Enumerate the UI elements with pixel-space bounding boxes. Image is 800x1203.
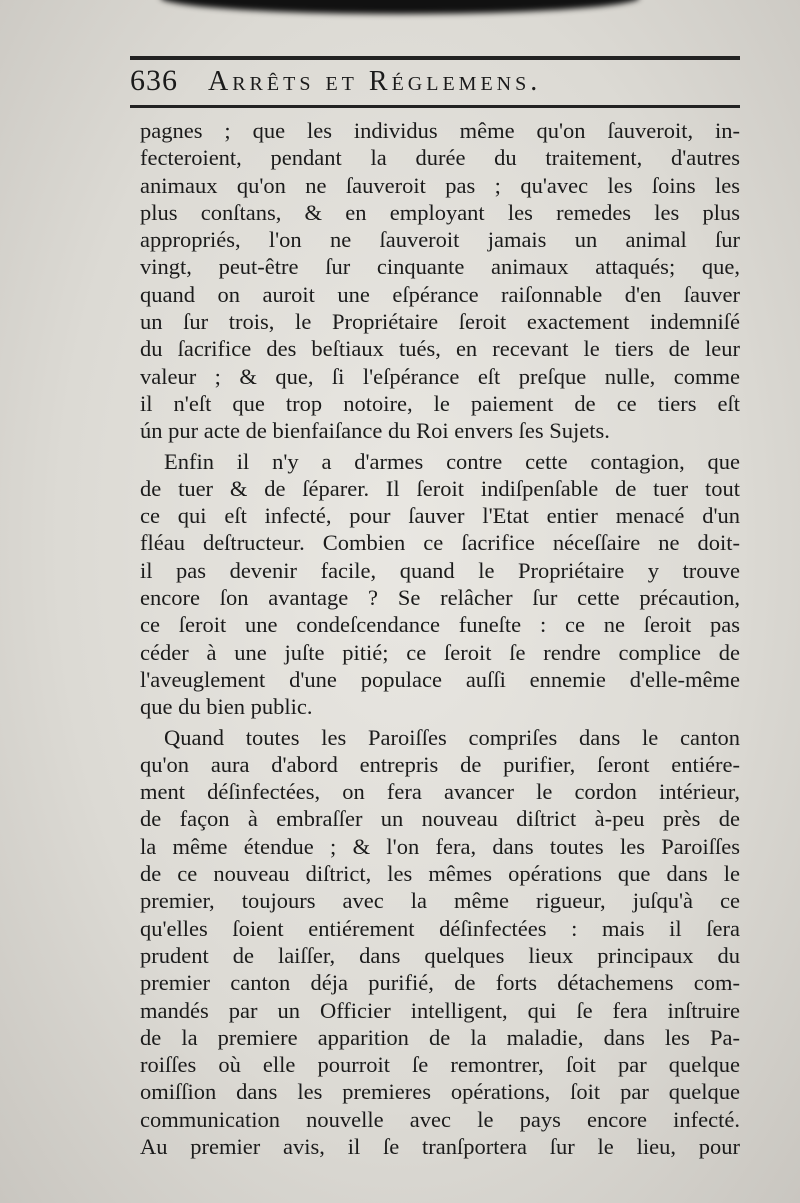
text-line: il pas devenir facile, quand le Propriétaire y trouve	[140, 557, 740, 583]
text-line: omiſſion dans les premieres opérations, ſoit par quelque	[140, 1079, 740, 1105]
text-line: fecteroient, pendant la durée du traitement, d'autres	[140, 145, 740, 171]
text-line: de façon à embraſſer un nouveau diſtrict à-peu près de	[140, 806, 740, 832]
text-line: que du bien public.	[140, 694, 313, 720]
text-line: animaux qu'on ne ſauveroit pas ; qu'avec les ſoins les	[140, 172, 740, 198]
text-line: communication nouvelle avec le pays encore infecté.	[140, 1106, 740, 1132]
text-line: Quand toutes les Paroiſſes compriſes dans le canton	[164, 724, 740, 750]
text-line: Au premier avis, il ſe tranſportera ſur le lieu, pour	[140, 1133, 740, 1159]
text-line: valeur ; & que, ſi l'eſpérance eſt preſque nulle, comme	[140, 363, 740, 389]
text-line: ce qui eſt infecté, pour ſauver l'Etat entier menacé d'un	[140, 503, 740, 529]
text-line: encore ſon avantage ? Se relâcher ſur cette précaution,	[140, 585, 740, 611]
page-number: 636	[130, 64, 178, 97]
text-line: de ce nouveau diſtrict, les mêmes opérations que dans le	[140, 861, 740, 887]
header-rule-top	[130, 56, 740, 60]
text-line: du ſacrifice des beſtiaux tués, en recevant le tiers de leur	[140, 336, 740, 362]
page-header	[130, 64, 740, 100]
text-line: appropriés, l'on ne ſauveroit jamais un animal ſur	[140, 227, 740, 253]
text-line: de la premiere apparition de la maladie, dans les Pa-	[140, 1024, 740, 1050]
text-line: ment déſinfectées, on fera avancer le cordon intérieur,	[140, 779, 740, 805]
text-line: plus conſtans, & en employant les remedes les plus	[140, 199, 740, 225]
text-line: Enfin il n'y a d'armes contre cette contagion, que	[164, 448, 740, 474]
paragraph	[140, 724, 740, 1161]
text-line: premier, toujours avec la même rigueur, juſqu'à ce	[140, 888, 740, 914]
header-rule-bottom	[130, 105, 740, 108]
text-line: ún pur acte de bienfaiſance du Roi envers ſes Sujets.	[140, 418, 610, 444]
binding-shadow	[160, 0, 640, 14]
text-line: l'aveuglement d'une populace auſſi ennemie d'elle-même	[140, 666, 740, 692]
text-line: roiſſes où elle pourroit ſe remontrer, ſoit par quelque	[140, 1052, 740, 1078]
text-line: pagnes ; que les individus même qu'on ſauveroit, in-	[140, 118, 740, 143]
text-line: qu'on aura d'abord entrepris de purifier, ſeront entiére-	[140, 751, 740, 777]
body-text	[140, 117, 740, 1163]
text-line: ce ſeroit une condeſcendance funeſte : ce ne ſeroit pas	[140, 612, 740, 638]
text-line: quand on auroit une eſpérance raiſonnable d'en ſauver	[140, 281, 740, 307]
text-line: vingt, peut-être ſur cinquante animaux attaqués; que,	[140, 254, 740, 280]
running-title: Arrêts et Réglemens.	[208, 66, 542, 97]
paragraph	[140, 117, 740, 445]
text-line: la même étendue ; & l'on fera, dans toutes les Paroiſſes	[140, 833, 740, 859]
text-line: il n'eſt que trop notoire, le paiement de ce tiers eſt	[140, 390, 740, 416]
text-line: céder à une juſte pitié; ce ſeroit ſe rendre complice de	[140, 639, 740, 665]
paragraph	[140, 448, 740, 721]
text-line: de tuer & de ſéparer. Il ſeroit indiſpenſable de tuer tout	[140, 475, 740, 501]
text-line: prudent de laiſſer, dans quelques lieux principaux du	[140, 942, 740, 968]
text-line: mandés par un Officier intelligent, qui ſe fera inſtruire	[140, 997, 740, 1023]
text-line: fléau deſtructeur. Combien ce ſacrifice néceſſaire ne doit-	[140, 530, 740, 556]
text-line: un ſur trois, le Propriétaire ſeroit exactement indemniſé	[140, 309, 740, 335]
text-line: qu'elles ſoient entiérement déſinfectées : mais il ſera	[140, 915, 740, 941]
text-line: premier canton déja purifié, de forts détachemens com-	[140, 970, 740, 996]
